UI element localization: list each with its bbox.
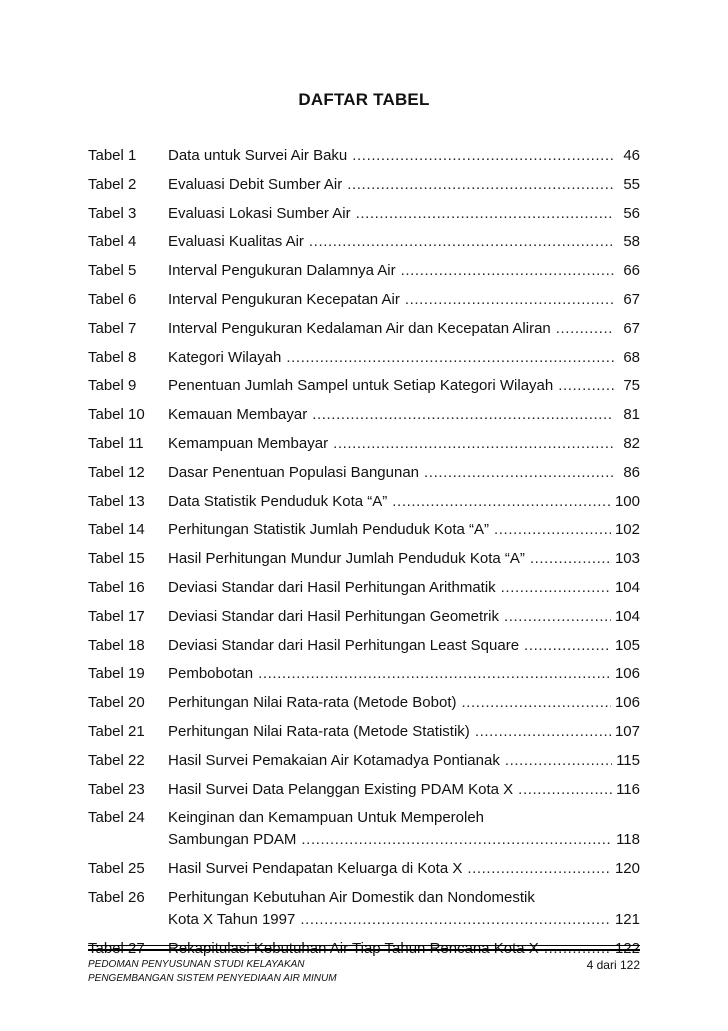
table-title: Kemauan Membayar [168, 406, 308, 424]
table-page-number: 55 [623, 175, 640, 193]
table-label: Tabel 21 [88, 722, 145, 740]
table-page-number: 56 [623, 204, 640, 222]
table-label: Tabel 14 [88, 521, 145, 539]
toc-row [88, 433, 640, 455]
table-label: Tabel 5 [88, 262, 137, 280]
table-title: Data untuk Survei Air Baku [168, 147, 348, 164]
toc-row [88, 519, 640, 541]
table-page-number: 86 [623, 463, 640, 481]
table-label: Tabel 27 [88, 939, 145, 957]
table-entry [168, 887, 640, 931]
table-page-number: 66 [623, 262, 640, 280]
table-title: Dasar Penentuan Populasi Bangunan [168, 463, 420, 481]
table-page-number: 104 [614, 607, 640, 625]
toc-row [88, 606, 640, 628]
toc-row [88, 750, 640, 772]
table-page-number: 122 [614, 939, 640, 957]
table-label: Tabel 22 [88, 751, 145, 769]
table-label: Tabel 26 [88, 888, 145, 906]
toc-row [88, 548, 640, 570]
table-entry [168, 347, 640, 369]
table-title: Evaluasi Lokasi Sumber Air [168, 204, 351, 222]
table-page-number: 102 [614, 521, 640, 539]
dot-leader [558, 375, 614, 397]
table-page-number: 82 [623, 434, 640, 452]
table-title: Deviasi Standar dari Hasil Perhitungan Arithmatik [168, 578, 496, 596]
table-label: Tabel 13 [88, 492, 145, 510]
toc-row [88, 203, 640, 225]
table-label: Tabel 25 [88, 860, 145, 878]
table-page-number: 115 [616, 751, 640, 769]
table-title: Evaluasi Kualitas Air [168, 233, 304, 251]
dot-leader [462, 692, 611, 714]
footer-line-1: PEDOMAN PENYUSUNAN STUDI KELAYAKAN [88, 959, 305, 970]
table-title: Interval Pengukuran Kecepatan Air [168, 290, 400, 308]
table-title-line-1: Perhitungan Kebutuhan Air Domestik dan Nondomestik [168, 888, 535, 906]
page-title: DAFTAR TABEL [298, 90, 430, 109]
dot-leader [301, 829, 612, 851]
table-entry [168, 231, 640, 253]
table-title: Kemampuan Membayar [168, 434, 329, 452]
dot-leader [333, 433, 614, 455]
dot-leader [475, 721, 611, 743]
dot-leader [392, 491, 611, 513]
table-label: Tabel 1 [88, 147, 137, 164]
footer-divider-thick [88, 949, 640, 951]
table-entry [168, 779, 640, 801]
table-title: Perhitungan Nilai Rata-rata (Metode Bobot) [168, 694, 457, 712]
footer-line-2: PENGEMBANGAN SISTEM PENYEDIAAN AIR MINUM [88, 973, 337, 984]
table-title: Data Statistik Penduduk Kota “A” [168, 492, 388, 510]
dot-leader [556, 318, 614, 340]
table-entry [168, 433, 640, 455]
table-entry [168, 635, 640, 657]
table-page-number: 103 [614, 550, 640, 568]
table-entry [168, 375, 640, 397]
table-page-number: 105 [614, 636, 640, 654]
table-title: Interval Pengukuran Dalamnya Air [168, 262, 396, 280]
toc-row [88, 721, 640, 743]
table-title-line-2: Kota X Tahun 1997 [168, 910, 296, 928]
dot-leader [312, 404, 614, 426]
toc-row [88, 260, 640, 282]
table-entry [168, 289, 640, 311]
table-list [88, 145, 640, 967]
toc-row [88, 887, 640, 931]
toc-row [88, 663, 640, 685]
table-entry [168, 858, 640, 880]
table-entry [168, 750, 640, 772]
table-page-number: 120 [614, 860, 640, 878]
table-title: Rekapitulasi Kebutuhan Air Tiap Tahun Rencana Kota X [168, 939, 539, 957]
toc-row [88, 174, 640, 196]
table-entry [168, 174, 640, 196]
table-page-number: 58 [623, 233, 640, 251]
table-label: Tabel 15 [88, 550, 145, 568]
dot-leader [356, 203, 614, 225]
toc-row [88, 692, 640, 714]
table-page-number: 121 [614, 910, 640, 928]
table-title: Pembobotan [168, 665, 254, 683]
table-label: Tabel 24 [88, 809, 145, 827]
footer-text [88, 958, 508, 986]
toc-row [88, 807, 640, 851]
table-entry [168, 692, 640, 714]
toc-row [88, 289, 640, 311]
table-page-number: 46 [623, 147, 640, 164]
table-title: Penentuan Jumlah Sampel untuk Setiap Kategori Wilayah [168, 377, 554, 395]
table-entry [168, 721, 640, 743]
dot-leader [401, 260, 614, 282]
table-label: Tabel 11 [88, 434, 144, 452]
toc-row [88, 318, 640, 340]
table-page-number: 100 [614, 492, 640, 510]
page-indicator: 4 dari 122 [586, 958, 640, 972]
table-page-number: 106 [614, 665, 640, 683]
table-label: Tabel 19 [88, 665, 145, 683]
table-page-number: 67 [623, 319, 640, 337]
table-entry [168, 519, 640, 541]
dot-leader [424, 462, 614, 484]
dot-leader [258, 663, 611, 685]
table-entry [168, 577, 640, 599]
table-entry [168, 260, 640, 282]
table-title: Kategori Wilayah [168, 348, 282, 366]
table-entry [168, 663, 640, 685]
table-entry [168, 807, 640, 851]
toc-row [88, 375, 640, 397]
dot-leader [504, 606, 611, 628]
table-label: Tabel 2 [88, 175, 137, 193]
dot-leader [524, 635, 611, 657]
table-title-line-2: Sambungan PDAM [168, 831, 297, 849]
table-entry [168, 548, 640, 570]
table-label: Tabel 23 [88, 780, 145, 798]
table-label: Tabel 20 [88, 694, 145, 712]
footer-divider [88, 945, 640, 946]
table-page-number: 106 [614, 694, 640, 712]
table-entry [168, 203, 640, 225]
table-title: Perhitungan Statistik Jumlah Penduduk Kota “A” [168, 521, 490, 539]
table-page-number: 75 [623, 377, 640, 395]
table-label: Tabel 10 [88, 406, 145, 424]
table-page-number: 67 [623, 290, 640, 308]
table-title: Hasil Survei Pendapatan Keluarga di Kota X [168, 860, 463, 878]
table-title: Hasil Survei Pemakaian Air Kotamadya Pontianak [168, 751, 500, 769]
table-entry [168, 462, 640, 484]
table-title: Hasil Survei Data Pelanggan Existing PDAM Kota X [168, 780, 514, 798]
table-page-number: 107 [614, 722, 640, 740]
dot-leader [286, 347, 614, 369]
table-entry [168, 491, 640, 513]
dot-leader [505, 750, 612, 772]
dot-leader [467, 858, 611, 880]
table-page-number: 118 [616, 831, 640, 849]
table-page-number: 68 [623, 348, 640, 366]
table-entry [168, 404, 640, 426]
dot-leader [530, 548, 611, 570]
table-title: Deviasi Standar dari Hasil Perhitungan Geometrik [168, 607, 499, 625]
toc-row [88, 231, 640, 253]
dot-leader [405, 289, 614, 311]
table-entry [168, 606, 640, 628]
table-page-number: 104 [614, 578, 640, 596]
toc-row [88, 491, 640, 513]
table-label: Tabel 17 [88, 607, 145, 625]
table-entry [168, 145, 640, 167]
table-page-number: 116 [616, 780, 640, 798]
table-label: Tabel 3 [88, 204, 137, 222]
table-title: Perhitungan Nilai Rata-rata (Metode Statistik) [168, 722, 470, 740]
toc-row [88, 462, 640, 484]
dot-leader [352, 145, 614, 167]
toc-row [88, 635, 640, 657]
table-page-number: 81 [623, 406, 640, 424]
table-title: Hasil Perhitungan Mundur Jumlah Penduduk Kota “A” [168, 550, 525, 568]
toc-row [88, 779, 640, 801]
table-label: Tabel 9 [88, 377, 137, 395]
dot-leader [518, 779, 612, 801]
table-label: Tabel 16 [88, 578, 145, 596]
table-title: Evaluasi Debit Sumber Air [168, 175, 343, 193]
table-label: Tabel 6 [88, 290, 137, 308]
toc-row [88, 347, 640, 369]
dot-leader [309, 231, 614, 253]
dot-leader [300, 909, 611, 931]
toc-row [88, 858, 640, 880]
dot-leader [494, 519, 611, 541]
toc-row [88, 145, 640, 167]
toc-row [88, 577, 640, 599]
table-title: Interval Pengukuran Kedalaman Air dan Kecepatan Aliran [168, 319, 551, 337]
table-label: Tabel 4 [88, 233, 137, 251]
table-label: Tabel 12 [88, 463, 145, 481]
table-title-line-1: Keinginan dan Kemampuan Untuk Memperoleh [168, 809, 485, 827]
toc-row [88, 404, 640, 426]
table-label: Tabel 8 [88, 348, 137, 366]
table-label: Tabel 18 [88, 636, 145, 654]
table-entry [168, 318, 640, 340]
table-label: Tabel 7 [88, 319, 137, 337]
dot-leader [347, 174, 614, 196]
table-title: Deviasi Standar dari Hasil Perhitungan Least Square [168, 636, 520, 654]
dot-leader [501, 577, 611, 599]
